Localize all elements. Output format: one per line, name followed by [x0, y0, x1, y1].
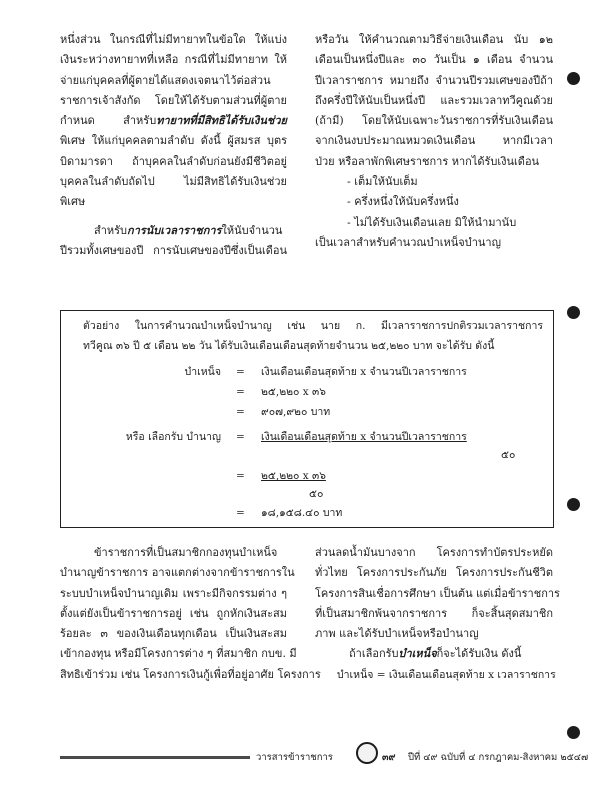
journal-seal-icon: [356, 742, 378, 764]
result-annuity: ๑๘,๑๕๘.๔๐ บาท: [261, 507, 343, 519]
example-intro: [83, 317, 543, 356]
left-column-top: [60, 30, 287, 261]
text-line: ถ้าเลือกรับบำเหน็จก็จะได้รับเงิน ดังนี้: [349, 647, 522, 661]
text-line: ทวีคูณ ๓๖ ปี ๕ เดือน ๒๒ วัน ได้รับเงินเดือนเดือนสุดท้ายจำนวน ๒๕,๒๒๐ บาท จะได้รับ ดังนี้: [83, 339, 495, 352]
lump-sum-result-row: [61, 403, 551, 423]
page-number: ๓๙: [382, 752, 396, 763]
text-line: ทั่วไทย โครงการประกันภัย โครงการประกันชีวิต: [315, 566, 553, 580]
equals-sign: =: [236, 366, 245, 378]
lump-sum-formula-line: บำเหน็จ = เงินเดือนเดือนสุดท้าย x เวลาราชการ: [337, 668, 556, 681]
text-line: เข้ากองทุน หรือมีโครงการต่าง ๆ ที่สมาชิก กบข. มี: [60, 647, 297, 661]
emphasis-heir-term: ทายาทที่มีสิทธิได้รับเงินช่วย: [156, 114, 287, 128]
calc-lump-sum: ๒๕,๒๒๐ x ๓๖: [261, 386, 326, 398]
text-line: กำหนด สำหรับทายาทที่มีสิทธิได้รับเงินช่วย: [60, 114, 287, 128]
text-line: ข้าราชการที่เป็นสมาชิกกองทุนบำเหน็จ: [94, 546, 278, 559]
text-line: ตั้งแต่ยังเป็นข้าราชการอยู่ เช่น ถูกหักเงินสะสม: [60, 606, 287, 620]
label-annuity: หรือ เลือกรับ บำนาญ: [125, 431, 221, 443]
text-line: หนึ่งส่วน ในกรณีที่ไม่มีทายาทในข้อใด ให้แบ่ง: [60, 33, 287, 46]
calc-annuity-numerator: ๒๕,๒๒๐ x ๓๖: [261, 470, 326, 482]
text-line: โครงการสินเชื่อการศึกษา เป็นต้น แต่เมื่อข้าราชการ: [315, 586, 560, 600]
text-line: เงินระหว่างทายาทที่เหลือ กรณีที่ไม่มีทายาท ให้: [60, 53, 287, 67]
formula-lump-sum: เงินเดือนเดือนสุดท้าย x จำนวนปีเวลาราชการ: [261, 366, 467, 378]
right-column-top: [315, 30, 553, 253]
lump-sum-calc-row: [61, 383, 551, 403]
text-line: บำนาญข้าราชการ อาจแตกต่างจากข้าราชการใน: [60, 566, 295, 580]
text-line: (ถ้ามี) โดยให้นับเฉพาะวันราชการที่รับเงินเดือน: [315, 114, 553, 128]
annuity-calc-row: [61, 467, 551, 487]
annuity-formula-denominator-row: [61, 446, 551, 466]
text-line: ตัวอย่าง ในการคำนวณบำเหน็จบำนาญ เช่น นาย ก. มีเวลาราชการปกติรวมเวลาราชการ: [83, 320, 543, 332]
calc-annuity-denominator: ๕๐: [309, 488, 324, 500]
text-line: ปีเวลาราชการ หมายถึง จำนวนปีรวมเศษของปีถ้า: [315, 73, 553, 87]
journal-name: วารสารข้าราชการ: [256, 752, 333, 763]
equals-sign: =: [236, 386, 245, 398]
text-line: หรือวัน ให้คำนวณตามวิธีจ่ายเงินเดือน นับ ๑๒: [315, 33, 553, 46]
text-line: บิดามารดา ถ้าบุคคลในลำดับก่อนยังมีชีวิตอยู่: [60, 154, 287, 168]
text-line: ปีรวมทั้งเศษของปี การนับเศษของปีซึ่งเป็นเดือน: [60, 243, 287, 257]
text-line: สิทธิเข้าร่วม เช่น โครงการเงินกู้เพื่อที่อยู่อาศัย โครงการ: [60, 667, 321, 681]
annuity-calc-denominator-row: [61, 485, 551, 505]
punch-hole: [567, 306, 580, 319]
left-column-bottom: [60, 543, 321, 685]
bullet-item: - เต็มให้นับเต็ม: [347, 175, 418, 189]
annuity-result-row: [61, 504, 551, 524]
text-line: ป่วย หรือลาพักพิเศษราชการ หากได้รับเงินเดือน: [315, 154, 540, 168]
text-line: เป็นเวลาสำหรับคำนวณบำเหน็จบำนาญ: [315, 235, 501, 249]
formula-annuity-numerator: เงินเดือนเดือนสุดท้าย x จำนวนปีเวลาราชการ: [261, 431, 467, 443]
text-line: บุคคลในลำดับถัดไป ไม่มีสิทธิได้รับเงินช่วย: [60, 175, 287, 189]
text-line: ภาพ และได้รับบำเหน็จหรือบำนาญ: [315, 627, 479, 641]
formula-annuity-denominator: ๕๐: [501, 449, 516, 461]
punch-hole: [567, 498, 580, 511]
text-line: ที่เป็นสมาชิกพ้นจากราชการ ก็จะสิ้นสุดสมาชิก: [315, 606, 553, 620]
footer-rule: [60, 756, 250, 759]
text-line: จ่ายแก่บุคคลที่ผู้ตายได้แสดงเจตนาไว้ต่อส่วน: [60, 73, 271, 87]
text-line: พิเศษ ให้แก่บุคคลตามลำดับ ดังนี้ ผู้สมรส บุตร: [60, 134, 287, 148]
equals-sign: =: [236, 470, 245, 482]
text-line: ร้อยละ ๓ ของเงินเดือนทุกเดือน เป็นเงินสะสม: [60, 627, 287, 641]
text-line: ระบบบำเหน็จบำนาญเดิม เพราะมีกิจกรรมต่าง ๆ: [60, 586, 287, 600]
lump-sum-formula-row: [61, 363, 551, 383]
equals-sign: =: [236, 507, 245, 519]
bullet-item: - ไม่ได้รับเงินเดือนเลย มิให้นำมานับ: [347, 215, 517, 229]
equals-sign: =: [236, 406, 245, 418]
example-box: [60, 310, 554, 528]
result-lump-sum: ๙๐๗,๙๒๐ บาท: [261, 406, 331, 418]
text-line: พิเศษ: [60, 195, 86, 209]
equals-sign: =: [236, 431, 245, 443]
emphasis-lump-sum: บำเหน็จ: [398, 647, 437, 661]
issue-info: ปีที่ ๔๙ ฉบับที่ ๔ กรกฎาคม-สิงหาคม ๒๕๔๗: [408, 752, 589, 763]
text-line: จากเงินงบประมาณหมวดเงินเดือน หากมีเวลา: [315, 134, 553, 148]
text-line: ราชการเจ้าสังกัด โดยให้ได้รับตามส่วนที่ผู้ตาย: [60, 93, 287, 107]
annuity-formula-row: [61, 428, 551, 448]
text-line: เดือนเป็นหนึ่งปีและ ๓๐ วันเป็น ๑ เดือน จำนวน: [315, 53, 553, 67]
right-column-bottom: [315, 543, 560, 685]
punch-hole: [567, 72, 580, 85]
emphasis-service-time: การนับเวลาราชการ: [127, 223, 222, 237]
text-line: สำหรับการนับเวลาราชการให้นับจำนวน: [94, 223, 283, 237]
bullet-item: - ครึ่งหนึ่งให้นับครึ่งหนึ่ง: [347, 195, 459, 209]
text-line: ส่วนลดน้ำมันบางจาก โครงการทำบัตรประหยัด: [315, 546, 553, 559]
label-lump-sum: บำเหน็จ: [184, 366, 221, 378]
text-line: ถึงครึ่งปีให้นับเป็นหนึ่งปี และรวมเวลาทวีคูณด้วย: [315, 93, 553, 107]
page-footer: [60, 748, 589, 768]
punch-hole: [567, 726, 580, 739]
